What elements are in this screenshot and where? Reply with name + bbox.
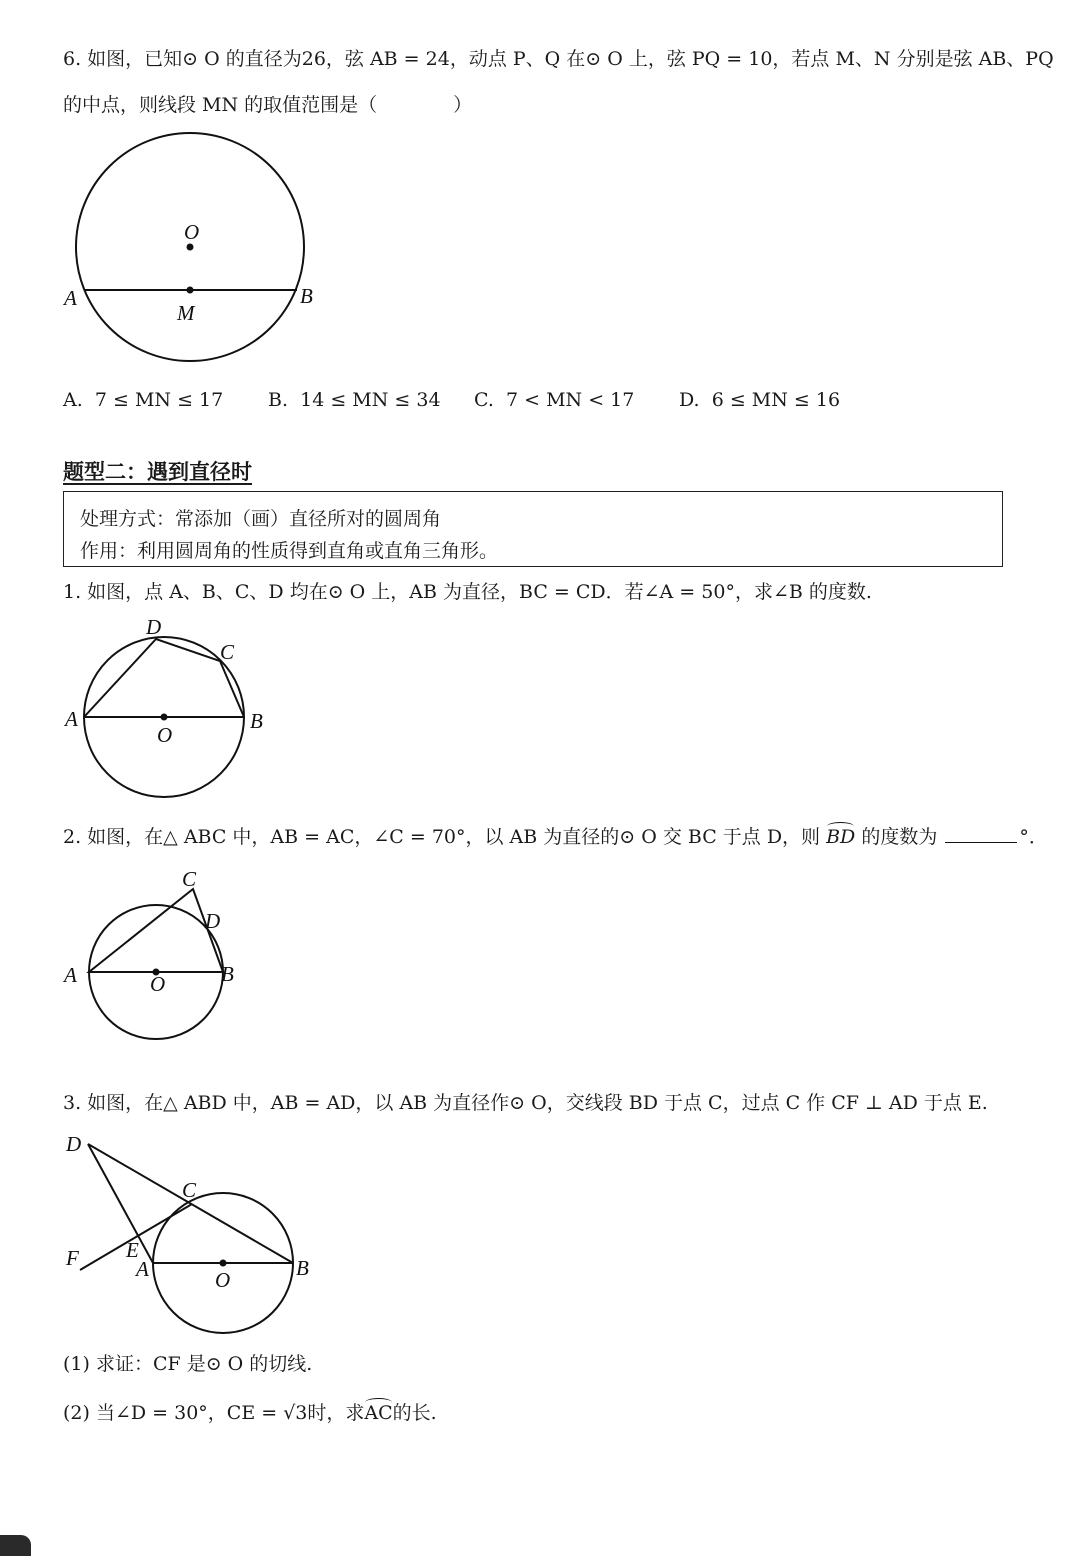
q6-text-line2: 的中点，则线段 MN 的取值范围是（ ） bbox=[63, 94, 473, 116]
p3-side-db bbox=[88, 1144, 293, 1263]
p2-text-after: 的度数为 bbox=[855, 826, 938, 848]
p1-label-d: D bbox=[146, 615, 162, 639]
q6-label-a: A bbox=[64, 286, 77, 310]
p1-label-c: C bbox=[220, 640, 235, 664]
q6-label-m: M bbox=[177, 301, 195, 325]
p2-label-c: C bbox=[182, 867, 197, 891]
q6-text-line1: 6. 如图，已知⊙ O 的直径为26，弦 AB = 24，动点 P、Q 在⊙ O 上，弦 PQ = 10，若点 M、N 分别是弦 AB、PQ bbox=[63, 48, 1054, 70]
option-text: 6 ≤ MN ≤ 16 bbox=[711, 389, 841, 411]
p3-center-point bbox=[220, 1260, 227, 1267]
p3-label-a: A bbox=[136, 1257, 149, 1281]
corner-tab bbox=[0, 1535, 31, 1556]
p3-label-d: D bbox=[66, 1132, 82, 1156]
p2-label-a: A bbox=[64, 963, 77, 987]
method-box-line2: 作用：利用圆周角的性质得到直角或直角三角形。 bbox=[80, 540, 499, 562]
p3-sub1: (1) 求证：CF 是⊙ O 的切线. bbox=[63, 1353, 313, 1375]
p1-figure bbox=[60, 610, 280, 805]
q6-label-b: B bbox=[300, 284, 313, 308]
p3-sub2-before: (2) 当∠D = 30°，CE = √3时，求 bbox=[63, 1402, 365, 1424]
method-box-line1: 处理方式：常添加（画）直径所对的圆周角 bbox=[80, 508, 442, 530]
p2-answer-blank bbox=[945, 842, 1017, 843]
option-letter: A. bbox=[63, 389, 83, 411]
p2-triangle-abc bbox=[89, 889, 223, 972]
p3-label-e: E bbox=[126, 1238, 139, 1262]
option-text: 7 ≤ MN ≤ 17 bbox=[94, 389, 224, 411]
p1-center-point bbox=[161, 714, 168, 721]
q6-option-c bbox=[474, 389, 634, 411]
p1-label-a: A bbox=[65, 707, 78, 731]
section-heading: 题型二：遇到直径时 bbox=[63, 459, 252, 484]
p3-label-o: O bbox=[215, 1268, 231, 1292]
p2-unit: °． bbox=[1019, 826, 1048, 848]
p2-text bbox=[63, 828, 1048, 847]
q6-option-a bbox=[63, 389, 223, 411]
q6-figure bbox=[60, 128, 320, 368]
p3-label-f: F bbox=[66, 1246, 79, 1270]
option-letter: B. bbox=[268, 389, 289, 411]
p2-label-b: B bbox=[221, 962, 234, 986]
p3-arc-ac: AC bbox=[364, 1402, 393, 1424]
p3-label-b: B bbox=[296, 1256, 309, 1280]
p3-sub2 bbox=[63, 1404, 437, 1423]
p2-text-before: 2. 如图，在△ ABC 中，AB = AC，∠C = 70°，以 AB 为直径的⊙ O 交 BC 于点 D，则 bbox=[63, 826, 827, 848]
p1-label-o: O bbox=[157, 723, 173, 747]
p1-label-b: B bbox=[250, 709, 263, 733]
option-text: 14 ≤ MN ≤ 34 bbox=[300, 389, 441, 411]
p2-figure bbox=[60, 865, 260, 1045]
p2-label-d: D bbox=[205, 909, 221, 933]
option-letter: D. bbox=[679, 389, 700, 411]
q6-option-b bbox=[268, 389, 441, 411]
q6-label-o: O bbox=[184, 220, 200, 244]
q6-option-d bbox=[679, 389, 840, 411]
p2-arc-bd: BD bbox=[826, 826, 856, 848]
p3-label-c: C bbox=[182, 1178, 197, 1202]
p3-sub2-after: 的长. bbox=[392, 1402, 437, 1424]
q6-midpoint-m bbox=[187, 287, 194, 294]
p3-figure bbox=[60, 1128, 330, 1338]
p1-text: 1. 如图，点 A、B、C、D 均在⊙ O 上，AB 为直径，BC = CD．若∠A = 50°，求∠B 的度数. bbox=[63, 581, 872, 603]
option-text: 7 < MN < 17 bbox=[506, 389, 635, 411]
method-box bbox=[63, 491, 1003, 567]
p3-text: 3. 如图，在△ ABD 中，AB = AD，以 AB 为直径作⊙ O，交线段 BD 于点 C，过点 C 作 CF ⊥ AD 于点 E. bbox=[63, 1092, 988, 1114]
p2-label-o: O bbox=[150, 972, 166, 996]
option-letter: C. bbox=[474, 389, 494, 411]
q6-center-point bbox=[187, 244, 194, 251]
